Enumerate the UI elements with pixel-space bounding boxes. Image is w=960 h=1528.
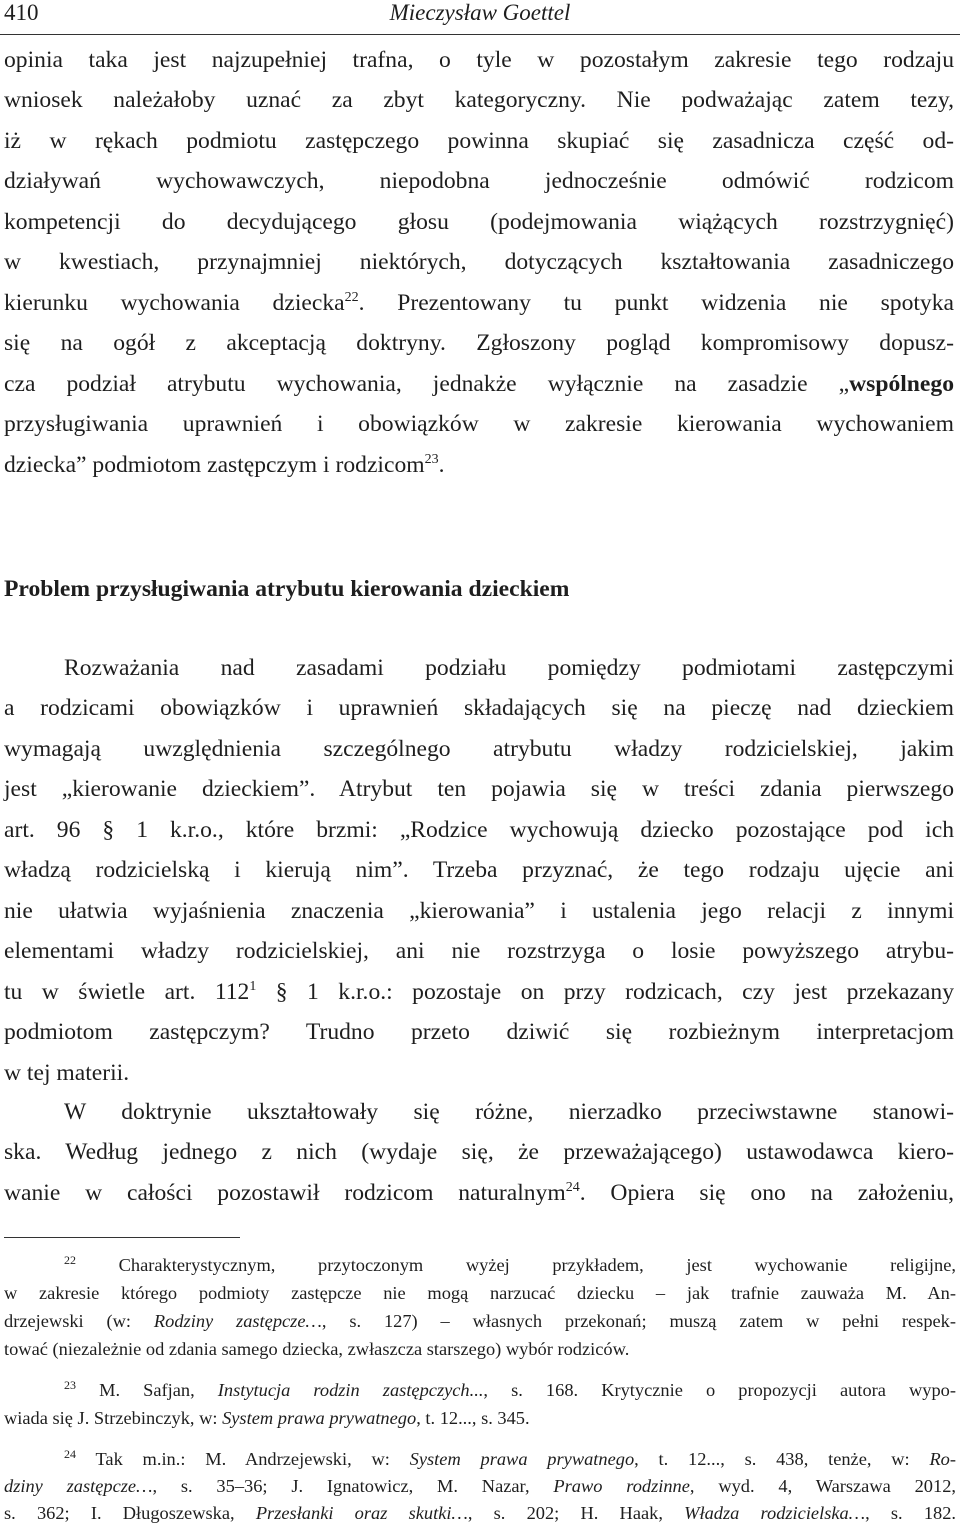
text-line: elementami władzy rodzicielskiej, ani nie rozstrzyga o losie powyższego atrybu- <box>4 938 954 964</box>
text-line: kompetencji do decydującego głosu (podejmowania wiążących rozstrzygnięć) <box>4 209 954 235</box>
text-line: przysługiwania uprawnień i obowiązków w zakresie kierowania wychowaniem <box>4 411 954 437</box>
text-line: władzą rodzicielską i kierują nim”. Trzeba przyznać, że tego rodzaju ujęcie ani <box>4 857 954 883</box>
running-head: Mieczysław Goettel <box>389 0 571 25</box>
text-line: się na ogół z akceptacją doktryny. Zgłoszony pogląd kompromisowy dopusz- <box>4 330 954 356</box>
text-line: wiada się J. Strzebinczyk, w: System prawa prywatnego, t. 12..., s. 345. <box>4 1408 530 1428</box>
text-line: w zakresie którego podmioty zastępcze nie mogą narzucać dziecku – jak trafnie zauważa M. An- <box>4 1283 956 1303</box>
footnote-ref: 23 <box>424 452 439 467</box>
text-line: a rodzicami obowiązków i uprawnień składających się na pieczę nad dzieckiem <box>4 695 954 721</box>
footnote-number: 24 <box>64 1447 76 1461</box>
footnote-rule <box>4 1237 240 1238</box>
text-line: ska. Według jednego z nich (wydaje się, że przeważającego) ustawodawca kiero- <box>4 1139 954 1165</box>
text-line: podmiotom zastępczym? Trudno przeto dziwić się rozbieżnym interpretacjom <box>4 1019 954 1045</box>
text-line: $^{22}$ Charakterystycznym, przytoczonym wyżej przykładem, jest wychowanie religijne, <box>64 1253 956 1275</box>
text-line: s. 362; I. Długoszewska, Przesłanki oraz skutki…, s. 202; H. Haak, Władza rodzicielska…, s. 182. <box>4 1503 957 1523</box>
text-line: $^{24}$ Tak m.in.: M. Andrzejewski, w: System prawa prywatnego, t. 12..., s. 438, tenże, w: Ro- <box>64 1447 956 1469</box>
text-line: działywań wychowawczych, niepodobna jednocześnie odmówić rodzicom <box>4 168 954 194</box>
section-heading: Problem przysługiwania atrybutu kierowania dzieckiem <box>4 576 570 602</box>
text-line: Rozważania nad zasadami podziału pomiędzy podmiotami zastępczymi <box>64 655 954 681</box>
page-number: 410 <box>4 0 39 25</box>
text-line: opinia taka jest najzupełniej trafna, o tyle w pozostałym zakresie tego rodzaju <box>4 47 954 73</box>
text-line: nie ułatwia wyjaśnienia znaczenia „kierowania” i ustalenia jego relacji z innymi <box>4 898 954 924</box>
text-line: drzejewski (w: Rodziny zastępcze…, s. 127) – własnych przekonań; muszą zatem w pełni respek- <box>4 1311 957 1331</box>
page-header <box>0 0 960 34</box>
header-rule <box>0 34 960 35</box>
text-line: w tej materii. <box>4 1060 130 1086</box>
text-line: wniosek należałoby uznać za zbyt kategoryczny. Nie podważając zatem tezy, <box>4 87 954 113</box>
text-line: kierunku wychowania dziecka$^{22}$. Prezentowany tu punkt widzenia nie spotyka <box>4 290 954 316</box>
text-line: dziny zastępcze…, s. 35–36; J. Ignatowicz, M. Nazar, Prawo rodzinne, wyd. 4, Warszawa 2012, <box>4 1476 956 1496</box>
text-line: cza podział atrybutu wychowania, jednakże wyłącznie na zasadzie „wspólnego <box>4 371 954 397</box>
text-line: $^{23}$ M. Safjan, Instytucja rodzin zastępczych..., s. 168. Krytycznie o propozycji autora wypo- <box>64 1378 957 1400</box>
emphasis: wspólnego <box>849 371 954 397</box>
text-line: tować (niezależnie od zdania samego dziecka, zwłaszcza starszego) wybór rodziców. <box>4 1339 630 1359</box>
text-line: wymagają uwzględnienia szczególnego atrybutu władzy rodzicielskiej, jakim <box>4 736 954 762</box>
superscript: 1 <box>249 979 257 994</box>
text-line: W doktrynie ukształtowały się różne, nierzadko przeciwstawne stanowi- <box>64 1099 954 1125</box>
text-line: tu w świetle art. $112^1$ § 1 k.r.o.: pozostaje on przy rodzicach, czy jest przekazany <box>4 979 954 1005</box>
text-line: dziecka” podmiotom zastępczym i rodzicom$^{23}$. <box>4 452 445 478</box>
text-line: wanie w całości pozostawił rodzicom naturalnym$^{24}$. Opiera się ono na założeniu, <box>4 1180 954 1206</box>
footnote-number: 22 <box>64 1253 76 1267</box>
footnote-ref: 24 <box>565 1180 580 1195</box>
text-line: jest „kierowanie dzieckiem”. Atrybut ten pojawia się w treści zdania pierwszego <box>4 776 954 802</box>
text-line: art. 96 § 1 k.r.o., które brzmi: „Rodzice wychowują dziecko pozostające pod ich <box>4 817 954 843</box>
footnote-number: 23 <box>64 1378 76 1392</box>
footnote-ref: 22 <box>344 290 359 305</box>
text-line: w kwestiach, przynajmniej niektórych, dotyczących kształtowania zasadniczego <box>4 249 954 275</box>
text-line: iż w rękach podmiotu zastępczego powinna skupiać się zasadnicza część od- <box>4 128 954 154</box>
